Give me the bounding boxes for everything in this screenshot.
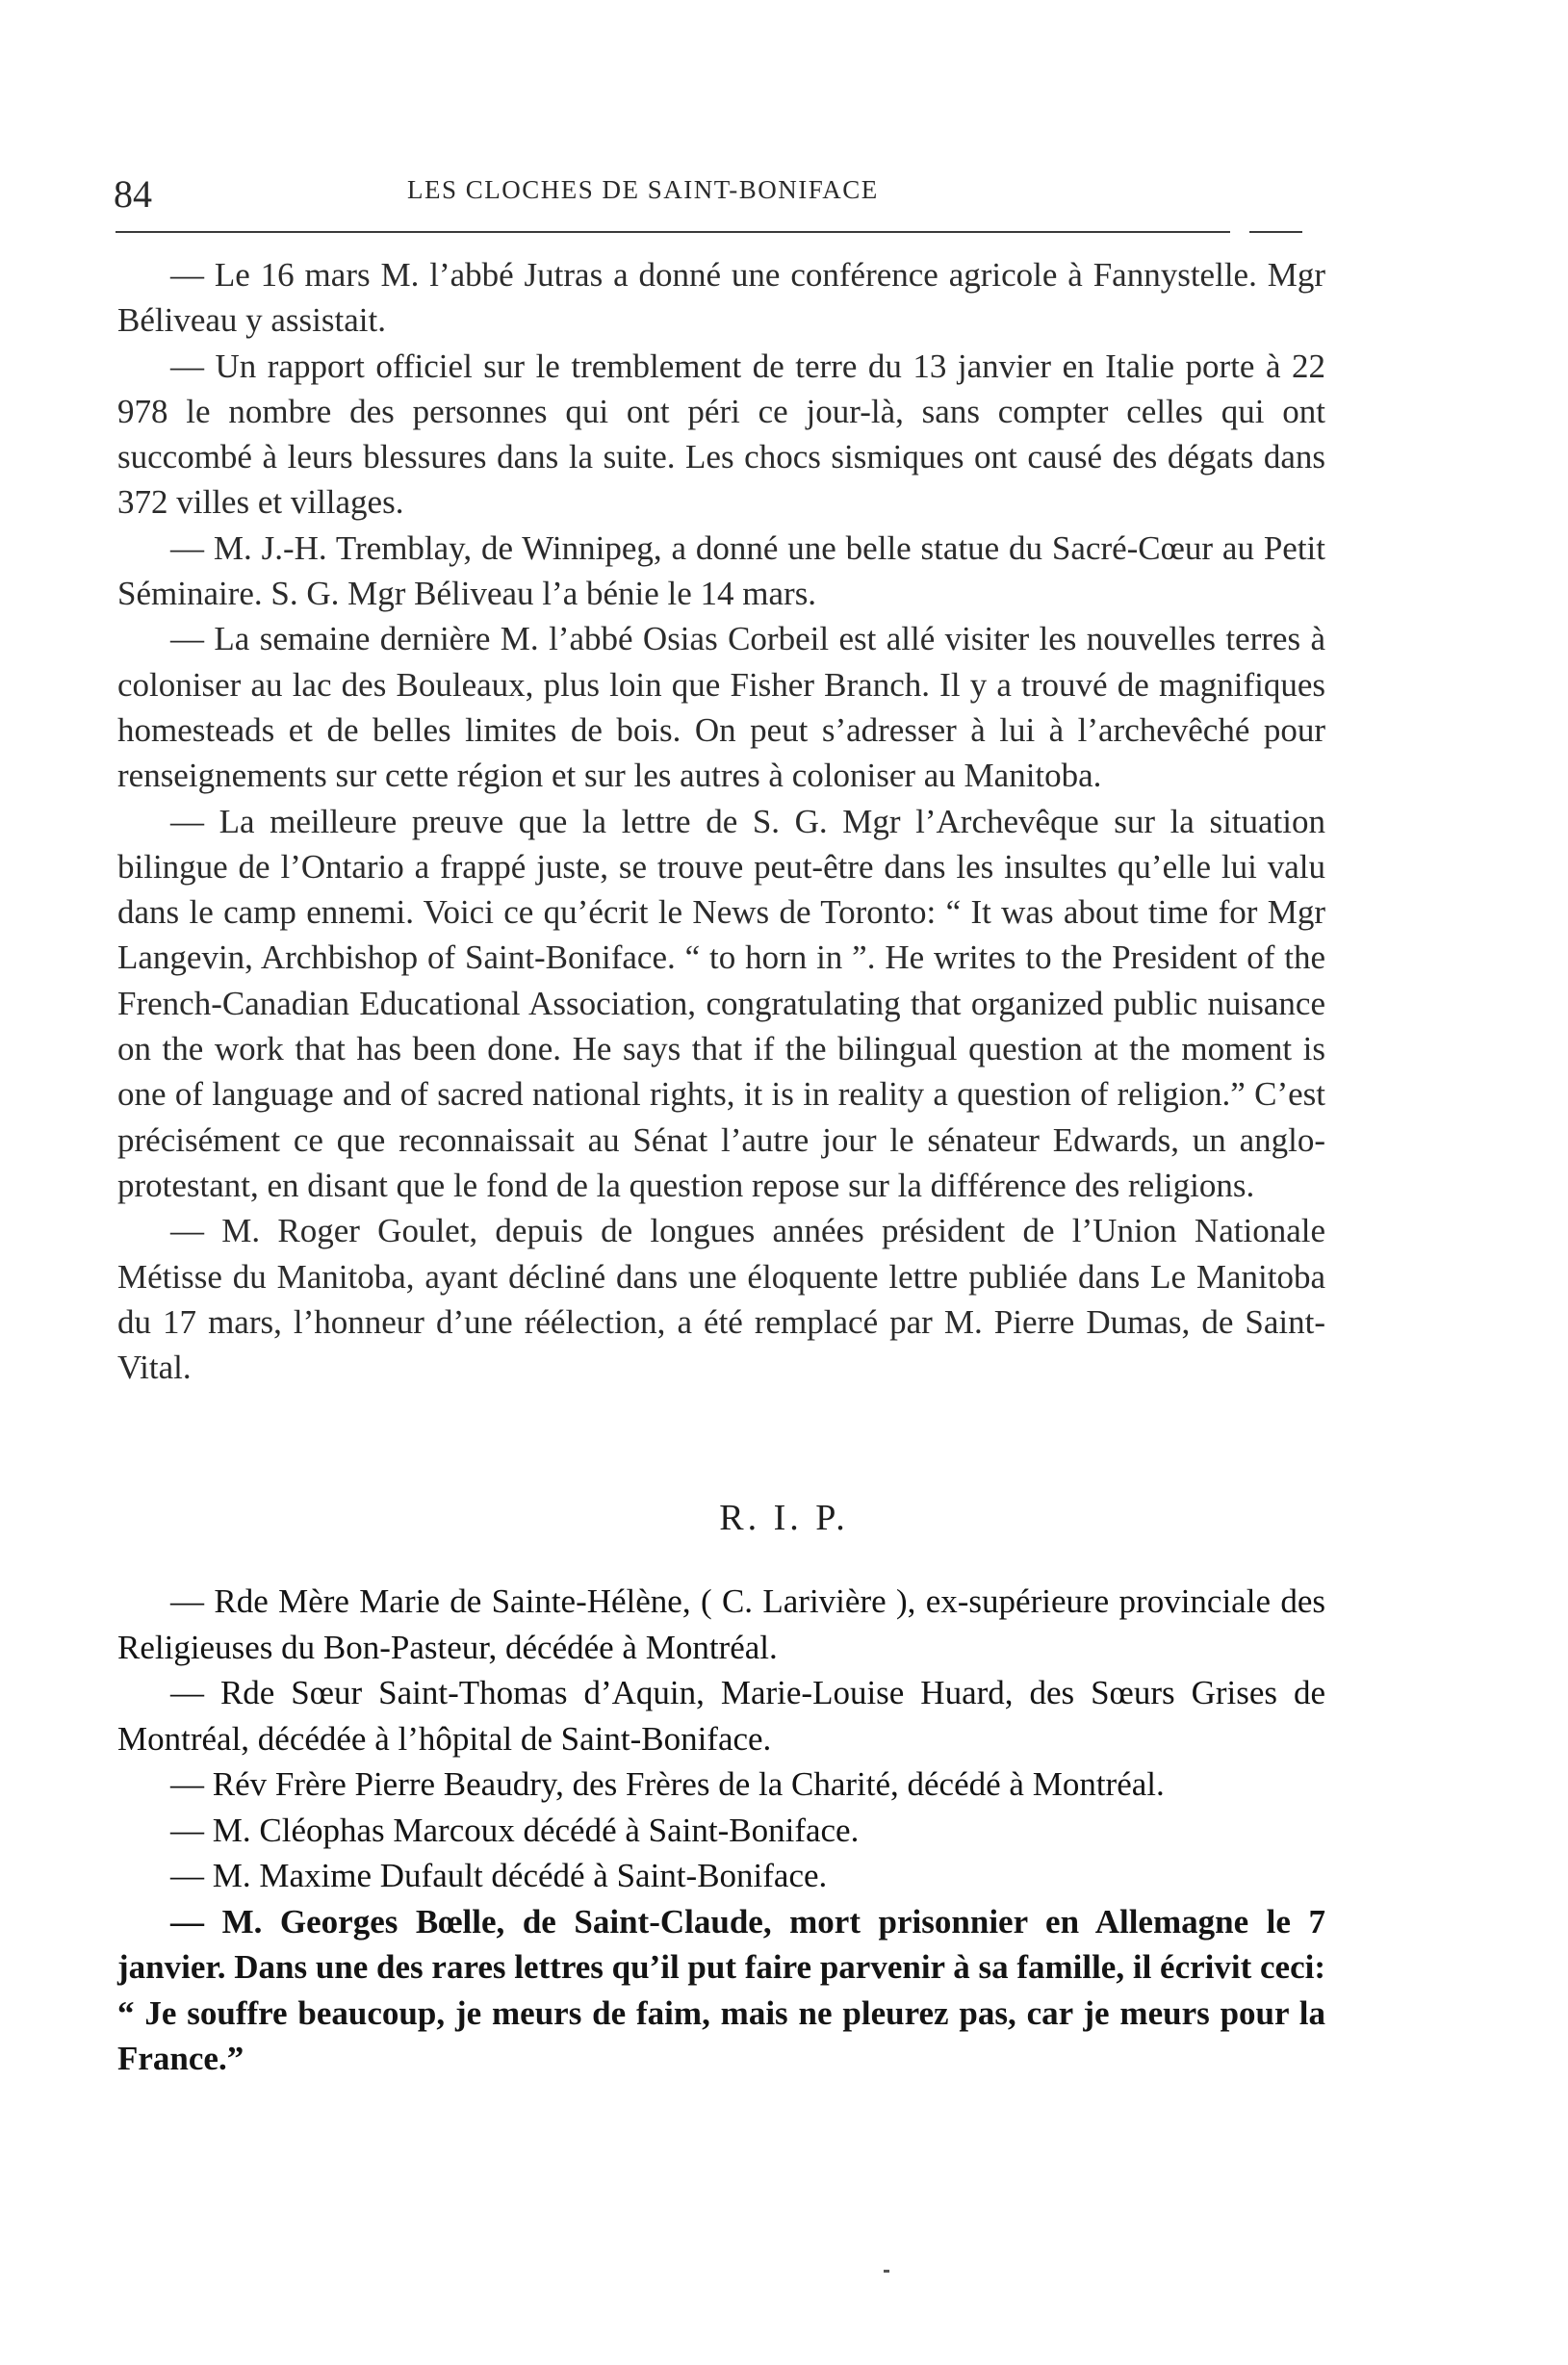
page-number: 84: [114, 172, 152, 216]
news-paragraph: — M. Roger Goulet, depuis de longues années président de l’Union Nationale Métisse du Manitoba, ayant décliné dans une éloquente lettre publiée dans Le Manitoba du 17 mars, l’honneur d’une réélection, a été remplacé par M. Pierre Dumas, de Saint-Vital.: [117, 1212, 1325, 1387]
rip-heading: R. I. P.: [719, 1498, 849, 1538]
obituary-entry: — Rde Sœur Saint-Thomas d’Aquin, Marie-Louise Huard, des Sœurs Grises de Montréal, décédée à l’hôpital de Saint-Boniface.: [117, 1674, 1325, 1758]
obituary-entry: — M. Maxime Dufault décédé à Saint-Boniface.: [170, 1857, 828, 1894]
obituary-entry: — M. Georges Bœlle, de Saint-Claude, mort prisonnier en Allemagne le 7 janvier. Dans une des rares lettres qu’il put faire parvenir à sa famille, il écrivit ceci: “ Je souffre beaucoup, je meurs de faim, mais ne pleurez pas, car je meurs pour la France.”: [117, 1902, 1325, 2077]
print-speck: [884, 2270, 889, 2273]
news-paragraph: — La semaine dernière M. l’abbé Osias Corbeil est allé visiter les nouvelles terres à coloniser au lac des Bouleaux, plus loin que Fisher Branch. Il y a trouvé de magnifiques homesteads et de belles limites de bois. On peut s’adresser à lui à l’archevêché pour renseignements sur cette région et sur les autres à coloniser au Manitoba.: [117, 620, 1325, 795]
running-title: LES CLOCHES DE SAINT-BONIFACE: [407, 175, 879, 204]
obituary-list: [117, 1579, 1325, 2082]
news-items: [117, 252, 1325, 1390]
news-paragraph: — Un rapport officiel sur le tremblement de terre du 13 janvier en Italie porte à 22 978 le nombre des personnes qui ont péri ce jour-là, sans compter celles qui ont succombé à leurs blessures dans la suite. Les chocs sismiques ont causé des dégats dans 372 villes et villages.: [117, 347, 1325, 522]
header-rule-end: [1249, 231, 1302, 233]
news-paragraph: — Le 16 mars M. l’abbé Jutras a donné une conférence agricole à Fannystelle. Mgr Béliveau y assistait.: [117, 256, 1325, 340]
obituary-entry: — M. Cléophas Marcoux décédé à Saint-Boniface.: [170, 1811, 860, 1849]
obituary-entry: — Rde Mère Marie de Sainte-Hélène, ( C. Larivière ), ex-supérieure provinciale des Religieuses du Bon-Pasteur, décédée à Montréal.: [117, 1582, 1325, 1666]
news-paragraph: — M. J.-H. Tremblay, de Winnipeg, a donné une belle statue du Sacré-Cœur au Petit Séminaire. S. G. Mgr Béliveau l’a bénie le 14 mars.: [117, 528, 1325, 613]
running-head: [114, 171, 1269, 219]
header-rule: [116, 231, 1230, 233]
obituary-entry: — Rév Frère Pierre Beaudry, des Frères de la Charité, décédé à Montréal.: [170, 1765, 1165, 1803]
news-paragraph: — La meilleure preuve que la lettre de S. G. Mgr l’Archevêque sur la situation bilingue de l’Ontario a frappé juste, se trouve peut-être dans les insultes qu’elle lui valu dans le camp ennemi. Voici ce qu’écrit le News de Toronto: “ It was about time for Mgr Langevin, Archbishop of Saint-Boniface. “ to horn in ”. He writes to the President of the French-Canadian Educational Association, congratulating that organized public nuisance on the work that has been done. He says that if the bilingual question at the moment is one of language and of sacred national rights, it is in reality a question of religion.” C’est précisément ce que reconnaissait au Sénat l’autre jour le sénateur Edwards, un anglo-protestant, en disant que le fond de la question repose sur la différence des religions.: [117, 802, 1325, 1204]
